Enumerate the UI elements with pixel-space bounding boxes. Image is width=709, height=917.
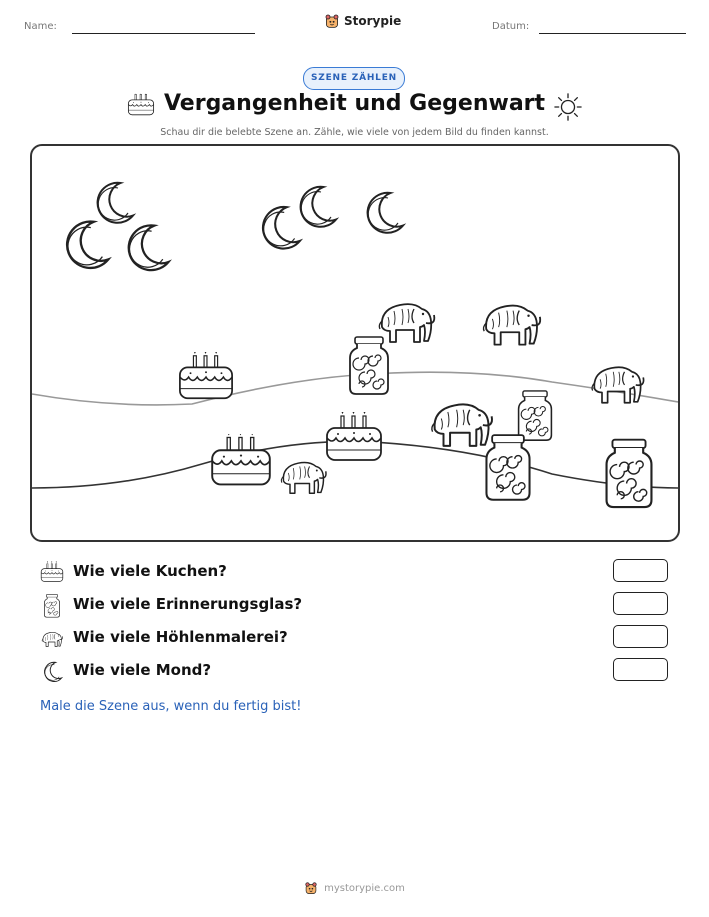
mammoth-icon bbox=[40, 627, 64, 651]
cake-icon bbox=[40, 561, 64, 585]
brand-logo bbox=[324, 13, 401, 29]
jar-icon bbox=[40, 594, 64, 618]
name-field[interactable] bbox=[72, 33, 255, 34]
moon-icon bbox=[40, 660, 64, 684]
jar-icon bbox=[607, 440, 652, 507]
question-row-mammoths bbox=[40, 625, 680, 653]
jar-icon bbox=[350, 337, 388, 394]
moon-icon bbox=[368, 193, 403, 233]
instructions: Schau dir die belebte Szene an. Zähle, wie viele von jedem Bild du finden kannst. bbox=[160, 127, 549, 138]
footer-url: mystorypie.com bbox=[324, 882, 405, 894]
question-row-jars bbox=[40, 592, 680, 620]
mammoth-icon bbox=[379, 304, 434, 342]
date-field[interactable] bbox=[539, 33, 686, 34]
mammoth-icon bbox=[592, 367, 644, 403]
page-title: Vergangenheit und Gegenwart bbox=[163, 91, 546, 116]
sun-icon bbox=[554, 93, 582, 121]
scene-illustration bbox=[32, 146, 678, 540]
moon-icon bbox=[129, 225, 169, 270]
scene-frame bbox=[30, 144, 680, 542]
question-row-moons bbox=[40, 658, 680, 686]
brand-name: Storypie bbox=[344, 14, 402, 28]
mammoth-icon bbox=[281, 462, 326, 493]
moon-icon bbox=[98, 183, 133, 223]
answer-box-mammoths[interactable] bbox=[613, 625, 668, 648]
moon-icon bbox=[301, 187, 336, 227]
jar-icon bbox=[486, 435, 529, 500]
question-text: Wie viele Höhlenmalerei? bbox=[73, 628, 288, 646]
date-label: Datum: bbox=[492, 21, 530, 32]
question-text: Wie viele Erinnerungsglas? bbox=[73, 595, 303, 613]
question-text: Wie viele Kuchen? bbox=[73, 562, 227, 580]
badge: SZENE ZÄHLEN bbox=[303, 67, 405, 90]
cake-icon bbox=[327, 409, 381, 460]
coloring-note: Male die Szene aus, wenn du fertig bist! bbox=[40, 699, 302, 714]
name-label: Name: bbox=[24, 21, 57, 32]
cake-icon bbox=[180, 349, 232, 398]
mammoth-icon bbox=[484, 306, 541, 345]
mammoth-icon bbox=[432, 404, 492, 445]
cake-icon bbox=[212, 430, 270, 484]
answer-box-jars[interactable] bbox=[613, 592, 668, 615]
moon-icon bbox=[67, 222, 108, 268]
jar-icon bbox=[519, 391, 552, 440]
answer-box-cakes[interactable] bbox=[613, 559, 668, 582]
question-row-cakes bbox=[40, 559, 680, 587]
answer-box-moons[interactable] bbox=[613, 658, 668, 681]
mascot-icon bbox=[324, 13, 340, 29]
moon-icon bbox=[263, 207, 300, 249]
footer bbox=[0, 881, 709, 895]
question-text: Wie viele Mond? bbox=[73, 661, 212, 679]
mascot-icon bbox=[304, 881, 318, 895]
